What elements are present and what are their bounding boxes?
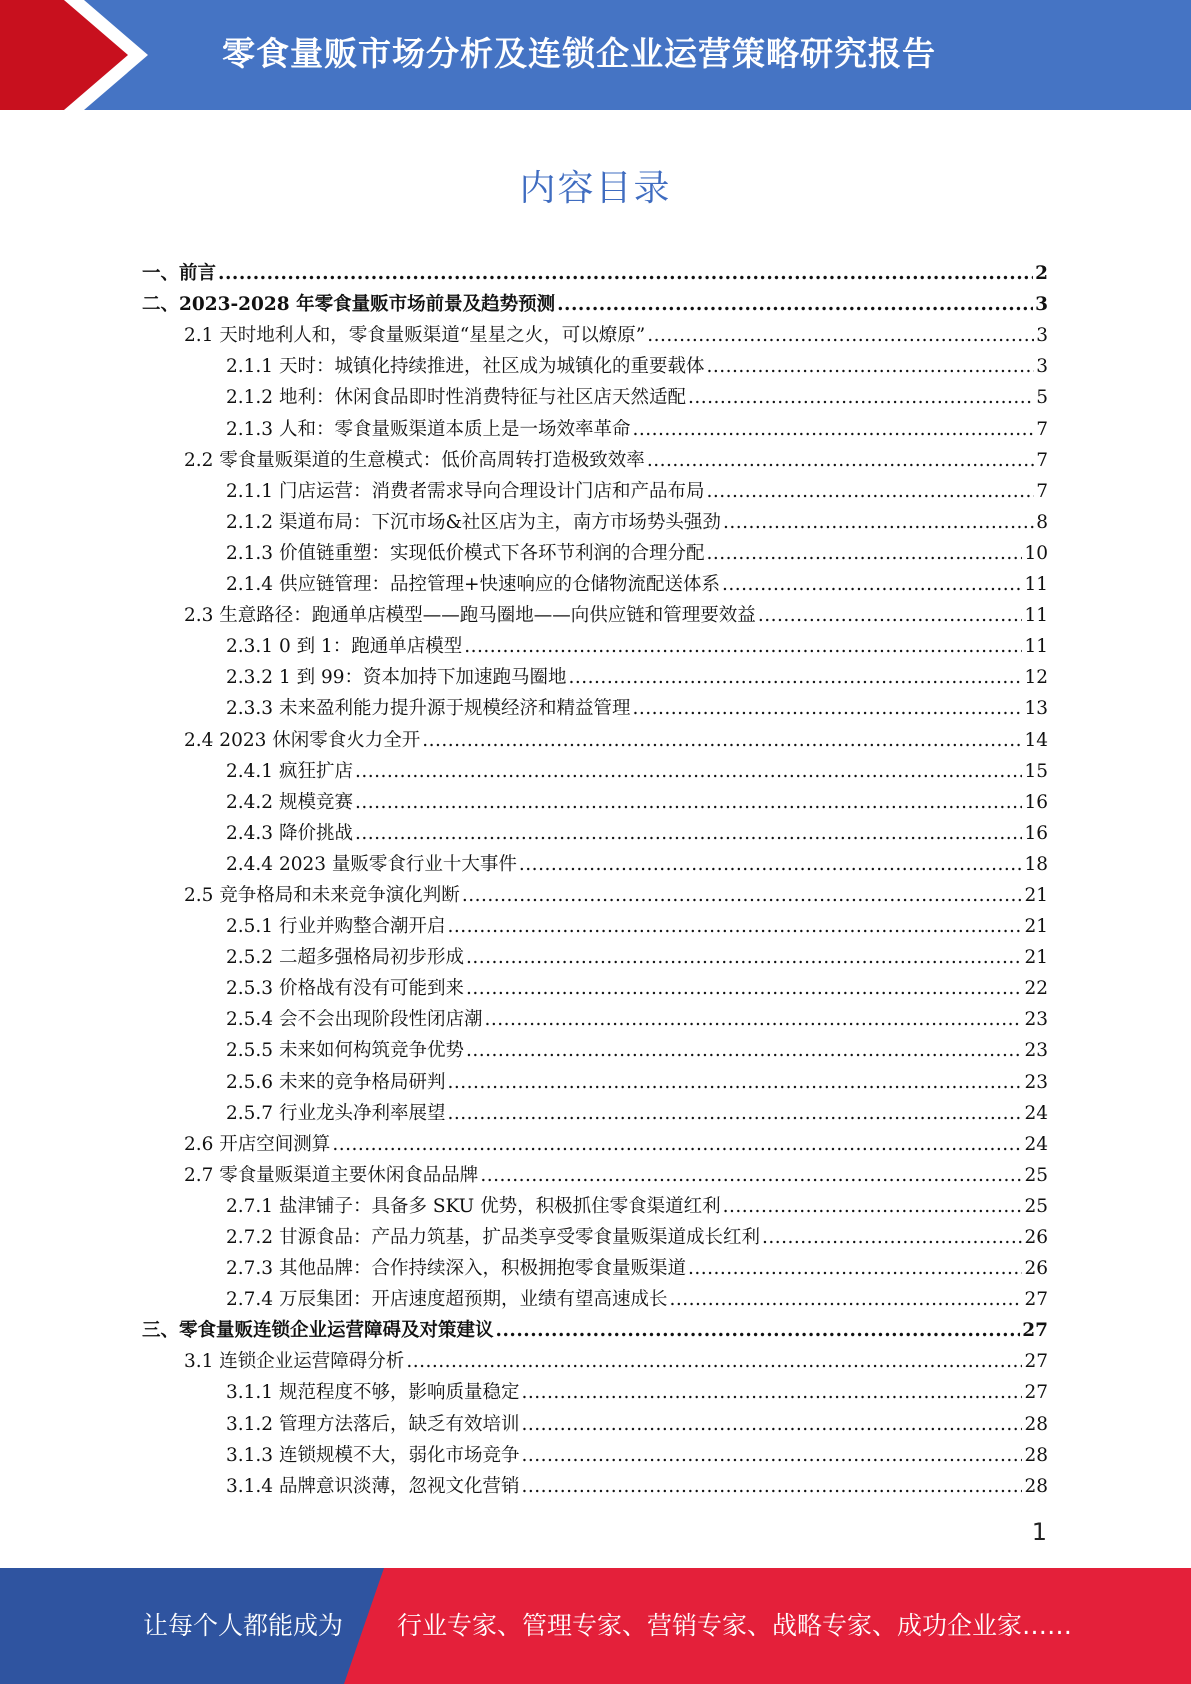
- toc-entry-label: 2.7.2 甘源食品：产品力筑基，扩品类享受零食量贩渠道成长红利: [226, 1227, 760, 1248]
- toc-entry-page: 22: [1024, 978, 1048, 1000]
- toc-dot-leader: [557, 294, 1033, 316]
- toc-dot-leader: [519, 854, 1023, 876]
- toc-dot-leader: [521, 1445, 1022, 1467]
- toc-entry-page: 14: [1024, 729, 1048, 751]
- toc-dot-leader: [466, 1040, 1022, 1062]
- toc-entry-label: 2.5.6 未来的竞争格局研判: [226, 1071, 446, 1093]
- toc-dot-leader: [521, 1382, 1022, 1404]
- toc-entry-label: 2.7 零食量贩渠道主要休闲食品品牌: [184, 1164, 479, 1186]
- toc-entry-page: 5: [1036, 387, 1048, 409]
- toc-dot-leader: [355, 761, 1023, 783]
- toc-entry[interactable]: [142, 1249, 1048, 1280]
- toc-entry-label: 2.5.1 行业并购整合潮开启: [226, 916, 446, 938]
- toc-entry-label: 2.5.7 行业龙头净利率展望: [226, 1102, 446, 1124]
- toc-entry[interactable]: [142, 1187, 1048, 1218]
- toc-entry-page: 27: [1022, 1320, 1048, 1342]
- toc-entry[interactable]: [142, 627, 1048, 658]
- toc-entry-label: 2.7.4 万辰集团：开店速度超预期，业绩有望高速成长: [226, 1289, 668, 1311]
- toc-entry-page: 26: [1024, 1258, 1048, 1280]
- toc-entry-label: 2.4.2 规模竞赛: [226, 791, 353, 813]
- toc-entry-label: 2.5.5 未来如何构筑竞争优势: [226, 1040, 464, 1062]
- toc-entry[interactable]: [142, 969, 1048, 1000]
- toc-entry-label: 2.7.3 其他品牌：合作持续深入，积极拥抱零食量贩渠道: [226, 1258, 686, 1280]
- footer-slogan-left: 让每个人都能成为: [143, 1611, 344, 1640]
- toc-dot-leader: [632, 698, 1022, 720]
- toc-dot-leader: [464, 636, 1022, 658]
- toc-dot-leader: [521, 1476, 1022, 1498]
- toc-entry-label: 2.1.2 渠道布局：下沉市场&社区店为主，南方市场势头强劲: [226, 511, 721, 533]
- toc-entry-label: 2.4.3 降价挑战: [226, 822, 353, 844]
- toc-entry-page: 28: [1024, 1444, 1048, 1466]
- toc-entry[interactable]: [142, 1280, 1048, 1311]
- toc-dot-leader: [480, 1165, 1022, 1187]
- footer-slogan-right: 行业专家、管理专家、营销专家、战略专家、成功企业家……: [397, 1611, 1073, 1640]
- toc-entry-page: 21: [1024, 947, 1048, 969]
- toc-entry-page: 11: [1024, 636, 1048, 658]
- toc-entry[interactable]: [142, 254, 1048, 285]
- toc-entry[interactable]: [142, 472, 1048, 503]
- toc-entry[interactable]: [142, 347, 1048, 378]
- toc-entry-page: 23: [1024, 1071, 1048, 1093]
- header-banner: [0, 0, 1191, 110]
- toc-entry-page: 3: [1035, 294, 1048, 316]
- footer-banner: [0, 1568, 1191, 1684]
- toc-entry-page: 7: [1036, 418, 1048, 440]
- toc-entry[interactable]: [142, 565, 1048, 596]
- toc-dot-leader: [688, 1258, 1022, 1280]
- toc-entry-page: 13: [1024, 698, 1048, 720]
- toc-entry-page: 12: [1024, 667, 1048, 689]
- toc-entry-page: 18: [1024, 853, 1048, 875]
- toc-entry-label: 2.1.3 人和：零食量贩渠道本质上是一场效率革命: [226, 418, 631, 440]
- toc-entry-page: 21: [1024, 916, 1048, 938]
- toc-entry-label: 2.5.2 二超多强格局初步形成: [226, 947, 464, 969]
- toc-entry[interactable]: [142, 285, 1048, 316]
- toc-entry-page: 10: [1024, 542, 1048, 564]
- toc-entry-label: 2.5.4 会不会出现阶段性闭店潮: [226, 1009, 483, 1031]
- toc-entry[interactable]: [142, 783, 1048, 814]
- toc-dot-leader: [647, 325, 1034, 347]
- toc-dot-leader: [632, 419, 1034, 441]
- toc-entry-label: 2.6 开店空间测算: [184, 1133, 331, 1155]
- toc-entry-page: 16: [1024, 791, 1048, 813]
- toc-entry-label: 3.1.1 规范程度不够，影响质量稳定: [226, 1382, 520, 1404]
- toc-entry-page: 3: [1036, 325, 1048, 347]
- toc-entry-label: 二、2023-2028 年零食量贩市场前景及趋势预测: [142, 294, 556, 316]
- toc-dot-leader: [406, 1351, 1022, 1373]
- toc-entry-page: 8: [1036, 511, 1048, 533]
- toc-entry-label: 2.1.1 天时：城镇化持续推进，社区成为城镇化的重要载体: [226, 356, 705, 378]
- toc-entry-page: 15: [1024, 760, 1048, 782]
- toc-entry-label: 2.3 生意路径：跑通单店模型——跑马圈地——向供应链和管理要效益: [184, 605, 756, 627]
- toc-entry-label: 2.3.2 1 到 99：资本加持下加速跑马圈地: [226, 667, 567, 689]
- toc-dot-leader: [706, 356, 1034, 378]
- toc-dot-leader: [466, 978, 1022, 1000]
- toc-entry[interactable]: [142, 1156, 1048, 1187]
- toc-dot-leader: [422, 730, 1022, 752]
- toc-entry-label: 2.2 零食量贩渠道的生意模式：低价高周转打造极致效率: [184, 449, 645, 471]
- toc-entry[interactable]: [142, 938, 1048, 969]
- toc-dot-leader: [355, 792, 1023, 814]
- toc-dot-leader: [484, 1009, 1022, 1031]
- toc-entry[interactable]: [142, 689, 1048, 720]
- toc-entry[interactable]: [142, 1467, 1048, 1498]
- toc-entry-label: 2.1.2 地利：休闲食品即时性消费特征与社区店天然适配: [226, 387, 686, 409]
- toc-dot-leader: [706, 481, 1034, 503]
- toc-entry[interactable]: [142, 1311, 1048, 1342]
- toc-dot-leader: [332, 1134, 1022, 1156]
- toc-entry-label: 2.3.3 未来盈利能力提升源于规模经济和精益管理: [226, 698, 631, 720]
- toc-dot-leader: [447, 1103, 1022, 1125]
- toc-entry[interactable]: [142, 1094, 1048, 1125]
- toc-dot-leader: [569, 667, 1023, 689]
- toc-entry[interactable]: [142, 596, 1048, 627]
- toc-entry[interactable]: [142, 503, 1048, 534]
- toc-entry[interactable]: [142, 658, 1048, 689]
- toc-dot-leader: [462, 885, 1023, 907]
- toc-dot-leader: [447, 1072, 1022, 1094]
- report-title: 零食量贩市场分析及连锁企业运营策略研究报告: [222, 34, 936, 73]
- toc-dot-leader: [723, 1196, 1023, 1218]
- toc-entry[interactable]: [142, 1062, 1048, 1093]
- toc-entry-label: 三、零食量贩连锁企业运营障碍及对策建议: [142, 1320, 494, 1342]
- toc-entry-label: 3.1.4 品牌意识淡薄，忽视文化营销: [226, 1475, 520, 1497]
- toc-entry-page: 25: [1024, 1164, 1048, 1186]
- toc-dot-leader: [447, 916, 1022, 938]
- toc-entry-page: 23: [1024, 1009, 1048, 1031]
- toc-entry-label: 一、前言: [142, 263, 217, 285]
- toc-entry-page: 11: [1024, 605, 1048, 627]
- toc-entry-page: 24: [1024, 1102, 1048, 1124]
- toc-entry[interactable]: [142, 845, 1048, 876]
- toc-dot-leader: [466, 947, 1022, 969]
- toc-entry-label: 2.5.3 价格战有没有可能到来: [226, 978, 464, 1000]
- toc-entry-page: 27: [1024, 1382, 1048, 1404]
- toc-dot-leader: [669, 1289, 1022, 1311]
- toc-entry-label: 2.1.3 价值链重塑：实现低价模式下各环节利润的合理分配: [226, 542, 705, 564]
- table-of-contents: [142, 254, 1048, 1498]
- toc-entry-label: 3.1 连锁企业运营障碍分析: [184, 1351, 405, 1373]
- page-number: 1: [1031, 1518, 1047, 1546]
- toc-entry-label: 2.1.1 门店运营：消费者需求导向合理设计门店和产品布局: [226, 480, 705, 502]
- toc-entry-page: 11: [1024, 574, 1048, 596]
- toc-entry-label: 2.3.1 0 到 1：跑通单店模型: [226, 636, 463, 658]
- toc-entry[interactable]: [142, 1031, 1048, 1062]
- toc-entry-label: 3.1.3 连锁规模不大，弱化市场竞争: [226, 1444, 520, 1466]
- toc-dot-leader: [496, 1320, 1021, 1342]
- toc-entry[interactable]: [142, 814, 1048, 845]
- toc-dot-leader: [723, 512, 1034, 534]
- toc-entry[interactable]: [142, 720, 1048, 751]
- toc-entry-page: 28: [1024, 1475, 1048, 1497]
- toc-entry[interactable]: [142, 409, 1048, 440]
- toc-entry-label: 3.1.2 管理方法落后，缺乏有效培训: [226, 1413, 520, 1435]
- toc-entry-page: 28: [1024, 1413, 1048, 1435]
- toc-entry-page: 27: [1024, 1351, 1048, 1373]
- toc-entry-page: 3: [1036, 356, 1048, 378]
- toc-entry-page: 25: [1024, 1195, 1048, 1217]
- toc-entry[interactable]: [142, 1000, 1048, 1031]
- toc-heading: 内容目录: [519, 168, 672, 209]
- toc-entry[interactable]: [142, 1436, 1048, 1467]
- toc-dot-leader: [521, 1414, 1022, 1436]
- toc-entry[interactable]: [142, 752, 1048, 783]
- toc-entry[interactable]: [142, 1373, 1048, 1404]
- toc-entry-page: 16: [1024, 822, 1048, 844]
- toc-entry-page: 7: [1036, 480, 1048, 502]
- toc-entry[interactable]: [142, 1125, 1048, 1156]
- toc-entry[interactable]: [142, 378, 1048, 409]
- toc-entry-label: 2.4.1 疯狂扩店: [226, 760, 353, 782]
- toc-entry-label: 2.7.1 盐津铺子：具备多 SKU 优势，积极抓住零食渠道红利: [226, 1195, 721, 1217]
- toc-dot-leader: [706, 543, 1022, 565]
- toc-dot-leader: [762, 1227, 1022, 1249]
- toc-dot-leader: [647, 450, 1034, 472]
- toc-dot-leader: [218, 263, 1033, 285]
- toc-entry[interactable]: [142, 1218, 1048, 1249]
- toc-entry-page: 27: [1024, 1289, 1048, 1311]
- toc-entry-page: 7: [1036, 449, 1048, 471]
- toc-entry[interactable]: [142, 876, 1048, 907]
- toc-entry-page: 24: [1024, 1133, 1048, 1155]
- toc-entry-page: 26: [1024, 1227, 1048, 1248]
- toc-entry-page: 21: [1024, 884, 1048, 906]
- toc-entry-label: 2.1.4 供应链管理：品控管理+快速响应的仓储物流配送体系: [226, 574, 720, 596]
- toc-entry-label: 2.5 竞争格局和未来竞争演化判断: [184, 884, 460, 906]
- toc-dot-leader: [688, 387, 1034, 409]
- toc-entry[interactable]: [142, 1342, 1048, 1373]
- toc-dot-leader: [758, 605, 1023, 627]
- toc-dot-leader: [355, 823, 1023, 845]
- toc-entry-label: 2.1 天时地利人和，零食量贩渠道“星星之火，可以燎原”: [184, 325, 646, 347]
- toc-entry-page: 2: [1035, 263, 1048, 285]
- toc-entry[interactable]: [142, 1404, 1048, 1435]
- toc-entry[interactable]: [142, 316, 1048, 347]
- toc-dot-leader: [722, 574, 1022, 596]
- toc-entry-label: 2.4 2023 休闲零食火力全开: [184, 729, 421, 751]
- toc-entry[interactable]: [142, 907, 1048, 938]
- toc-entry-page: 23: [1024, 1040, 1048, 1062]
- toc-entry-label: 2.4.4 2023 量贩零食行业十大事件: [226, 853, 517, 875]
- toc-entry[interactable]: [142, 534, 1048, 565]
- toc-entry[interactable]: [142, 441, 1048, 472]
